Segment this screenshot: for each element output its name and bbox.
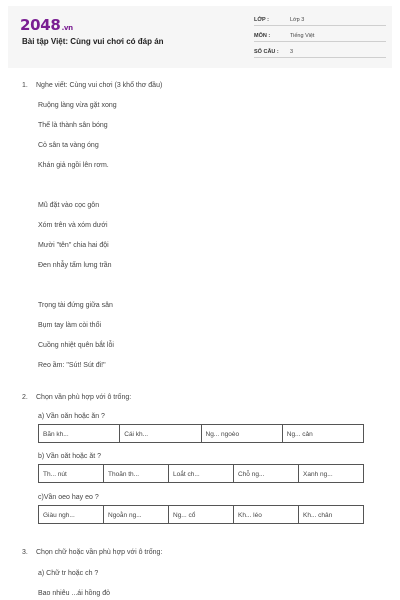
answer-box[interactable]: Kh... chân (303, 512, 333, 519)
site-logo[interactable] (20, 16, 73, 34)
question-title: Chọn chữ hoặc vần phù hợp với ô trống: (36, 549, 163, 556)
meta-value: 3 (290, 49, 294, 55)
answer-box[interactable]: Th... nút (39, 465, 104, 482)
logo-suffix: .vn (61, 24, 73, 32)
poem-line: Thế là thành sân bóng (38, 122, 108, 129)
answer-box-row (38, 464, 364, 483)
poem-line: Cỏ sân ta vàng óng (38, 142, 99, 149)
meta-row-subject (254, 28, 386, 42)
question-title: Nghe viết: Cùng vui chơi (3 khổ thơ đầu) (36, 82, 163, 89)
poem-line: Mũ đặt vào cọc gôn (38, 202, 100, 209)
answer-box-row (38, 505, 364, 524)
logo-main: 2048 (20, 16, 61, 34)
meta-label: LỚP : (254, 17, 269, 23)
document-title: Bài tập Việt: Cùng vui chơi có đáp án (22, 37, 164, 46)
poem-line: Khán giả ngồi lên rơm. (38, 162, 109, 169)
question-number: 3. (22, 549, 28, 556)
exercise-line: Bao nhiêu ...ái hồng đỏ (38, 590, 111, 597)
answer-box[interactable]: Ng... cản (286, 431, 313, 438)
answer-box[interactable]: Loắt ch... (169, 465, 234, 482)
answer-box-row (38, 424, 364, 443)
poem-line: Trọng tài đứng giữa sân (38, 302, 113, 309)
answer-box[interactable]: Cái kh... (120, 425, 201, 442)
question-number: 1. (22, 82, 28, 89)
poem-line: Đen nhẫy tấm lưng trần (38, 262, 112, 269)
question-title: Chọn vần phù hợp với ô trống: (36, 394, 132, 401)
sub-question-label: b) Vần oăt hoặc ăt ? (38, 453, 102, 460)
poem-line: Cuồng nhiệt quên bắt lỗi (38, 342, 114, 349)
answer-box[interactable]: Giàu ngh... (39, 506, 104, 523)
meta-label: MÔN : (254, 33, 271, 39)
answer-box[interactable]: Ngoằn ng... (104, 506, 169, 523)
poem-line: Ruộng làng vừa gặt xong (38, 102, 117, 109)
poem-line: Mười "tên" chia hai đội (38, 242, 109, 249)
answer-box[interactable]: Ng... cổ (169, 506, 234, 523)
poem-line: Xóm trên và xóm dưới (38, 222, 108, 229)
answer-box[interactable]: Chỗ ng... (234, 465, 299, 482)
answer-box[interactable]: Kh... léo (234, 506, 299, 523)
answer-box[interactable]: Ng... ngoèo (202, 425, 283, 442)
answer-box[interactable]: Xanh ng... (303, 471, 333, 478)
meta-label: SỐ CÂU : (254, 49, 279, 55)
question-number: 2. (22, 394, 28, 401)
meta-value: Tiếng Việt (290, 33, 315, 39)
answer-box[interactable]: Bãn kh... (39, 425, 120, 442)
answer-box[interactable]: Thoăn th... (104, 465, 169, 482)
meta-value: Lớp 3 (290, 17, 305, 23)
meta-row-question-count (254, 44, 386, 58)
meta-row-class (254, 12, 386, 26)
document-header (8, 6, 392, 68)
poem-line: Bụm tay làm còi thổi (38, 322, 102, 329)
sub-question-label: a) Chữ tr hoặc ch ? (38, 570, 99, 577)
sub-question-label: c)Vần oeo hay eo ? (38, 494, 99, 501)
poem-line: Reo ầm: "Sút! Sút đi!" (38, 362, 106, 369)
sub-question-label: a) Vần oăn hoặc ăn ? (38, 413, 105, 420)
